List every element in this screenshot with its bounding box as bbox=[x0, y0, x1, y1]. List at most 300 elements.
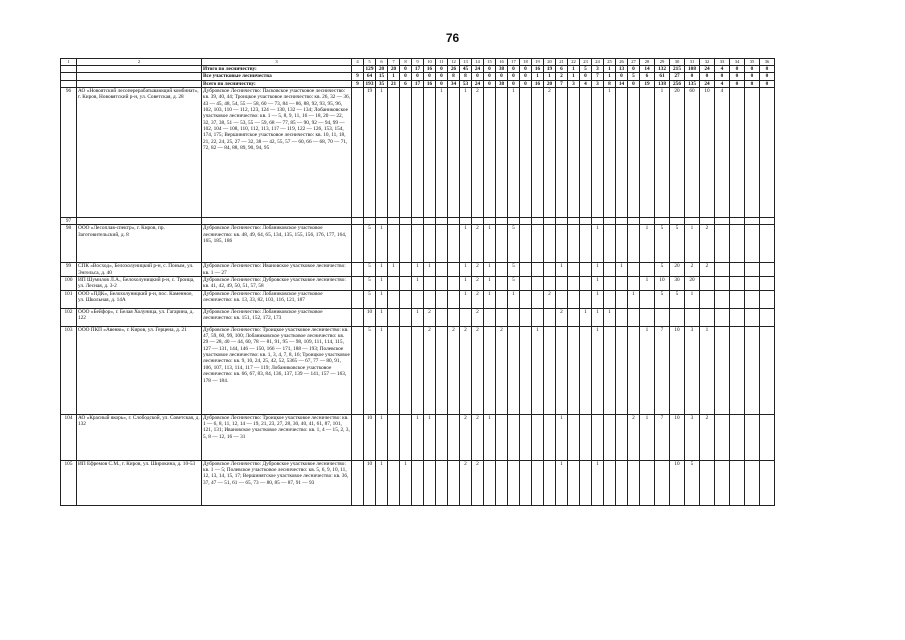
value-cell bbox=[745, 263, 760, 277]
value-cell: 1 bbox=[376, 263, 388, 277]
value-cell: 1 bbox=[400, 460, 412, 505]
value-cell bbox=[568, 414, 580, 460]
totals-value: 27 bbox=[670, 73, 685, 80]
value-cell bbox=[568, 290, 580, 308]
value-cell bbox=[544, 218, 556, 225]
header-cell: 27 bbox=[628, 59, 640, 66]
value-cell bbox=[700, 290, 715, 308]
value-cell bbox=[520, 308, 532, 326]
value-cell bbox=[715, 225, 730, 263]
totals-blank-cell bbox=[61, 73, 77, 80]
header-cell: 25 bbox=[604, 59, 616, 66]
value-cell: 1 bbox=[592, 308, 604, 326]
value-cell bbox=[760, 414, 775, 460]
value-cell: 1 bbox=[460, 263, 472, 277]
value-cell: 1 bbox=[592, 277, 604, 291]
value-cell: 2 bbox=[700, 263, 715, 277]
totals-value: 0 bbox=[745, 73, 760, 80]
totals-value: 9 bbox=[352, 80, 364, 87]
totals-value: 35 bbox=[376, 80, 388, 87]
value-cell bbox=[436, 308, 448, 326]
totals-value: 3 bbox=[592, 80, 604, 87]
value-cell bbox=[592, 88, 604, 218]
header-cell: 18 bbox=[520, 59, 532, 66]
organization-cell: АО «Новоятский лесоперерабатывающий комбинат», г. Киров, Нововятский р-н, ул. Советская, д. 28 bbox=[77, 88, 202, 218]
totals-value: 0 bbox=[496, 73, 508, 80]
totals-value: 14 bbox=[616, 80, 628, 87]
value-cell bbox=[715, 277, 730, 291]
value-cell: 1 bbox=[376, 460, 388, 505]
row-number: 101 bbox=[61, 290, 77, 308]
value-cell: 1 bbox=[685, 225, 700, 263]
totals-value: 6 bbox=[640, 73, 655, 80]
header-cell: 15 bbox=[484, 59, 496, 66]
value-cell bbox=[448, 277, 460, 291]
value-cell: 1 bbox=[556, 263, 568, 277]
value-cell: 2 bbox=[472, 414, 484, 460]
value-cell bbox=[745, 88, 760, 218]
value-cell bbox=[616, 460, 628, 505]
value-cell bbox=[580, 414, 592, 460]
header-cell: 2 bbox=[77, 59, 202, 66]
forest-description-cell bbox=[202, 218, 352, 225]
totals-value: 0 bbox=[715, 73, 730, 80]
value-cell bbox=[628, 263, 640, 277]
value-cell bbox=[760, 308, 775, 326]
value-cell bbox=[520, 218, 532, 225]
row-number: 104 bbox=[61, 414, 77, 460]
value-cell bbox=[532, 277, 544, 291]
header-cell: 3 bbox=[202, 59, 352, 66]
value-cell bbox=[508, 308, 520, 326]
row-number: 98 bbox=[61, 225, 77, 263]
value-cell bbox=[496, 308, 508, 326]
header-cell: 11 bbox=[436, 59, 448, 66]
value-cell bbox=[424, 460, 436, 505]
value-cell bbox=[580, 290, 592, 308]
value-cell: 1 bbox=[376, 414, 388, 460]
value-cell bbox=[496, 414, 508, 460]
value-cell: 4 bbox=[715, 88, 730, 218]
totals-value: 3 bbox=[568, 80, 580, 87]
value-cell bbox=[508, 460, 520, 505]
value-cell: 1 bbox=[424, 263, 436, 277]
value-cell bbox=[628, 308, 640, 326]
value-cell bbox=[448, 414, 460, 460]
value-cell bbox=[508, 414, 520, 460]
value-cell bbox=[400, 263, 412, 277]
header-cell: 7 bbox=[388, 59, 400, 66]
totals-value: 8 bbox=[448, 73, 460, 80]
header-cell: 9 bbox=[412, 59, 424, 66]
value-cell bbox=[484, 460, 496, 505]
value-cell: 7 bbox=[655, 326, 670, 414]
value-cell: 2 bbox=[460, 326, 472, 414]
forest-description-cell: Дубровское Лесничество: Троицкое участковое лесничество: кв. 1 — 6, 8, 11, 12, 14 — 19, 21, 23, 27, 28, 30, 40, 41, 61, 87, 101, 121, 131; Ивановское участковое лесничество: кв. 1, 4 — 15, 2, 3, 5, 8 — 12, 16 — 31 bbox=[202, 414, 352, 460]
totals-row bbox=[61, 80, 775, 87]
value-cell bbox=[436, 263, 448, 277]
value-cell bbox=[544, 308, 556, 326]
value-cell: 10 bbox=[364, 414, 376, 460]
value-cell bbox=[352, 308, 364, 326]
totals-value: 38 bbox=[496, 80, 508, 87]
value-cell bbox=[640, 263, 655, 277]
column-number-row bbox=[61, 59, 775, 66]
value-cell bbox=[352, 290, 364, 308]
value-cell: 10 bbox=[670, 414, 685, 460]
value-cell: 1 bbox=[412, 263, 424, 277]
value-cell bbox=[745, 218, 760, 225]
totals-value: 13 bbox=[616, 66, 628, 73]
value-cell: 1 bbox=[640, 326, 655, 414]
value-cell bbox=[730, 460, 745, 505]
totals-value: 1 bbox=[568, 73, 580, 80]
header-cell: 14 bbox=[472, 59, 484, 66]
totals-value: 0 bbox=[520, 73, 532, 80]
totals-value: 6 bbox=[556, 66, 568, 73]
header-cell: 20 bbox=[544, 59, 556, 66]
value-cell: 1 bbox=[460, 277, 472, 291]
value-cell: 2 bbox=[424, 326, 436, 414]
value-cell bbox=[460, 218, 472, 225]
totals-value: 24 bbox=[472, 66, 484, 73]
value-cell bbox=[628, 460, 640, 505]
totals-value: 7 bbox=[592, 73, 604, 80]
value-cell bbox=[604, 277, 616, 291]
value-cell bbox=[412, 218, 424, 225]
totals-value: 0 bbox=[760, 80, 775, 87]
totals-value: 19 bbox=[544, 66, 556, 73]
organization-cell: СПК «Восход», Белохолуницкий р-н, с. Поным, ул. Энгельса, д. 40 bbox=[77, 263, 202, 277]
value-cell: 1 bbox=[508, 88, 520, 218]
totals-value: 7 bbox=[556, 80, 568, 87]
value-cell bbox=[412, 290, 424, 308]
value-cell bbox=[424, 290, 436, 308]
value-cell bbox=[556, 290, 568, 308]
totals-value: 0 bbox=[730, 73, 745, 80]
value-cell: 3 bbox=[685, 414, 700, 460]
totals-value: 0 bbox=[580, 73, 592, 80]
value-cell: 1 bbox=[640, 414, 655, 460]
forest-description-cell: Дубровское Лесничество: Троицкое участковое лесничество: кв. 47, 59, 60, 99, 100; Лобаниковское участковое лесничество: кв. 29 — 28, 40 — 44, 60, 78 — 81, 91, 95 — 98, 109, 111, 114, 115, 127 — 131, 144, 146 — 150, 166 — 171, 188 — 193; Полевское участковое лесничество: кв. 1, 3, 4, 7, 8, 16; Троицкое участковое лесничество: кв. 9, 10, 24, 25, 42, 52, 5365 — 67, 77 — 80, 91, 106, 107, 113, 114, 117 — 119; Лобаниковское участковое лесничество: кв. 66, 67, 83, 84, 136, 137, 139 — 141, 157 — 163, 178 — 184. bbox=[202, 326, 352, 414]
value-cell: 1 bbox=[436, 88, 448, 218]
row-number: 100 bbox=[61, 277, 77, 291]
value-cell bbox=[400, 414, 412, 460]
value-cell: 20 bbox=[685, 277, 700, 291]
row-number: 103 bbox=[61, 326, 77, 414]
value-cell: 1 bbox=[460, 290, 472, 308]
value-cell: 1 bbox=[376, 277, 388, 291]
value-cell: 5 bbox=[670, 225, 685, 263]
header-cell: 34 bbox=[730, 59, 745, 66]
header-cell: 33 bbox=[715, 59, 730, 66]
table-row bbox=[61, 218, 775, 225]
header-cell: 10 bbox=[424, 59, 436, 66]
totals-value: 0 bbox=[400, 66, 412, 73]
totals-value: 1 bbox=[532, 73, 544, 80]
value-cell bbox=[604, 460, 616, 505]
value-cell bbox=[388, 326, 400, 414]
value-cell: 10 bbox=[364, 460, 376, 505]
value-cell: 1 bbox=[484, 263, 496, 277]
value-cell bbox=[604, 218, 616, 225]
totals-value: 0 bbox=[508, 80, 520, 87]
value-cell bbox=[640, 218, 655, 225]
table-row bbox=[61, 308, 775, 326]
value-cell: 20 bbox=[670, 263, 685, 277]
totals-value: 1 bbox=[604, 73, 616, 80]
value-cell: 2 bbox=[685, 263, 700, 277]
value-cell bbox=[508, 218, 520, 225]
value-cell bbox=[388, 414, 400, 460]
header-cell: 32 bbox=[700, 59, 715, 66]
value-cell: 1 bbox=[484, 290, 496, 308]
value-cell bbox=[532, 225, 544, 263]
totals-value: 0 bbox=[760, 66, 775, 73]
value-cell bbox=[496, 277, 508, 291]
forest-description-cell: Дубровское Лесничество: Дубровское участковое лесничество: кв. 1 — 5; Полевское участковое лесничество: кв. 5, 6, 9, 10, 11, 12, 13, 14, 15, 17; Вершинятское участковое лесничество: кв. 36, 37, 47 — 51, 61 — 65, 73 — 80, 85 — 87, 91 — 93 bbox=[202, 460, 352, 505]
totals-value: 0 bbox=[628, 80, 640, 87]
totals-value: 3 bbox=[592, 66, 604, 73]
value-cell bbox=[628, 88, 640, 218]
value-cell bbox=[640, 308, 655, 326]
totals-value: 4 bbox=[715, 80, 730, 87]
value-cell: 2 bbox=[556, 308, 568, 326]
totals-blank-cell bbox=[77, 80, 202, 87]
value-cell bbox=[730, 263, 745, 277]
table-row bbox=[61, 225, 775, 263]
value-cell: 1 bbox=[616, 263, 628, 277]
value-cell bbox=[400, 88, 412, 218]
organization-cell: ООО «ПДК», Белохолуницкий р-н, пос. Каменное, ул. Школьная, д. 14А bbox=[77, 290, 202, 308]
value-cell bbox=[580, 88, 592, 218]
totals-value: 4 bbox=[715, 66, 730, 73]
value-cell: 1 bbox=[508, 290, 520, 308]
value-cell: 1 bbox=[592, 263, 604, 277]
totals-value: 16 bbox=[424, 80, 436, 87]
value-cell bbox=[568, 460, 580, 505]
value-cell: 1 bbox=[412, 308, 424, 326]
value-cell bbox=[544, 225, 556, 263]
value-cell: 5 bbox=[508, 225, 520, 263]
forest-description-cell: Дубровское Лесничество: Дубровское участковое лесничество: кв. 41, 42, 49, 50, 51, 57, 58 bbox=[202, 277, 352, 291]
value-cell bbox=[520, 414, 532, 460]
totals-value: 61 bbox=[655, 73, 670, 80]
totals-value: 129 bbox=[364, 66, 376, 73]
value-cell bbox=[520, 225, 532, 263]
value-cell bbox=[520, 277, 532, 291]
value-cell bbox=[745, 326, 760, 414]
totals-value: 108 bbox=[685, 66, 700, 73]
value-cell bbox=[580, 263, 592, 277]
row-number: 99 bbox=[61, 263, 77, 277]
header-cell: 19 bbox=[532, 59, 544, 66]
totals-value: 0 bbox=[484, 66, 496, 73]
value-cell bbox=[484, 88, 496, 218]
value-cell bbox=[448, 308, 460, 326]
value-cell bbox=[760, 263, 775, 277]
value-cell bbox=[760, 218, 775, 225]
header-cell: 12 bbox=[448, 59, 460, 66]
value-cell: 10 bbox=[655, 277, 670, 291]
value-cell bbox=[484, 326, 496, 414]
value-cell: 2 bbox=[544, 88, 556, 218]
value-cell bbox=[520, 460, 532, 505]
value-cell bbox=[556, 225, 568, 263]
value-cell: 1 bbox=[592, 225, 604, 263]
value-cell: 7 bbox=[655, 414, 670, 460]
value-cell: 2 bbox=[700, 225, 715, 263]
totals-value: 17 bbox=[412, 66, 424, 73]
value-cell: 2 bbox=[472, 225, 484, 263]
value-cell bbox=[616, 290, 628, 308]
value-cell bbox=[520, 290, 532, 308]
totals-value: 193 bbox=[364, 80, 376, 87]
value-cell bbox=[352, 326, 364, 414]
value-cell bbox=[544, 277, 556, 291]
value-cell: 1 bbox=[592, 460, 604, 505]
value-cell bbox=[730, 326, 745, 414]
value-cell bbox=[436, 225, 448, 263]
value-cell bbox=[730, 290, 745, 308]
header-cell: 36 bbox=[760, 59, 775, 66]
totals-value: 256 bbox=[670, 80, 685, 87]
value-cell bbox=[745, 308, 760, 326]
value-cell: 2 bbox=[472, 290, 484, 308]
value-cell bbox=[580, 460, 592, 505]
totals-value: 38 bbox=[496, 66, 508, 73]
value-cell bbox=[616, 225, 628, 263]
value-cell bbox=[628, 218, 640, 225]
header-cell: 8 bbox=[400, 59, 412, 66]
totals-value: 0 bbox=[424, 73, 436, 80]
totals-value: 0 bbox=[520, 80, 532, 87]
value-cell bbox=[496, 225, 508, 263]
value-cell bbox=[532, 88, 544, 218]
organization-cell: ООО «Лесоплав-спектр», г. Киров, пр. Заготовительский, д. 8 bbox=[77, 225, 202, 263]
totals-value: 0 bbox=[730, 80, 745, 87]
value-cell: 1 bbox=[604, 88, 616, 218]
value-cell bbox=[745, 460, 760, 505]
value-cell: 2 bbox=[700, 414, 715, 460]
totals-value: 0 bbox=[730, 66, 745, 73]
value-cell bbox=[436, 414, 448, 460]
header-cell: 30 bbox=[670, 59, 685, 66]
value-cell: 1 bbox=[655, 88, 670, 218]
value-cell bbox=[448, 225, 460, 263]
organization-cell bbox=[77, 218, 202, 225]
value-cell bbox=[715, 326, 730, 414]
value-cell bbox=[496, 88, 508, 218]
totals-value: 0 bbox=[484, 80, 496, 87]
value-cell: 1 bbox=[412, 277, 424, 291]
value-cell bbox=[655, 460, 670, 505]
totals-value: 24 bbox=[700, 80, 715, 87]
value-cell bbox=[700, 277, 715, 291]
totals-value: 16 bbox=[532, 80, 544, 87]
value-cell: 2 bbox=[472, 277, 484, 291]
value-cell bbox=[436, 277, 448, 291]
value-cell: 30 bbox=[670, 277, 685, 291]
value-cell bbox=[400, 218, 412, 225]
value-cell bbox=[532, 263, 544, 277]
table-row bbox=[61, 414, 775, 460]
value-cell bbox=[388, 308, 400, 326]
header-cell: 1 bbox=[61, 59, 77, 66]
totals-value: 4 bbox=[580, 80, 592, 87]
value-cell bbox=[376, 218, 388, 225]
value-cell: 19 bbox=[364, 88, 376, 218]
value-cell: 2 bbox=[472, 460, 484, 505]
totals-value: 17 bbox=[412, 80, 424, 87]
value-cell bbox=[436, 218, 448, 225]
value-cell bbox=[616, 326, 628, 414]
value-cell bbox=[352, 263, 364, 277]
value-cell bbox=[388, 88, 400, 218]
totals-value: 215 bbox=[670, 66, 685, 73]
totals-value: 0 bbox=[616, 73, 628, 80]
value-cell bbox=[484, 308, 496, 326]
value-cell bbox=[424, 88, 436, 218]
value-cell bbox=[436, 460, 448, 505]
value-cell: 1 bbox=[388, 263, 400, 277]
value-cell bbox=[448, 218, 460, 225]
value-cell bbox=[580, 326, 592, 414]
totals-value: 138 bbox=[655, 80, 670, 87]
totals-value: 132 bbox=[655, 66, 670, 73]
value-cell bbox=[568, 277, 580, 291]
value-cell bbox=[715, 460, 730, 505]
header-cell: 22 bbox=[568, 59, 580, 66]
totals-value: 1 bbox=[544, 73, 556, 80]
value-cell bbox=[730, 218, 745, 225]
value-cell bbox=[496, 263, 508, 277]
value-cell: 1 bbox=[376, 326, 388, 414]
value-cell bbox=[760, 277, 775, 291]
ledger-table bbox=[60, 58, 775, 506]
header-cell: 35 bbox=[745, 59, 760, 66]
totals-value: 8 bbox=[604, 80, 616, 87]
value-cell: 1 bbox=[376, 88, 388, 218]
value-cell bbox=[616, 308, 628, 326]
value-cell bbox=[700, 460, 715, 505]
totals-value: 16 bbox=[424, 66, 436, 73]
value-cell bbox=[670, 308, 685, 326]
value-cell bbox=[388, 460, 400, 505]
value-cell bbox=[640, 88, 655, 218]
totals-value: 0 bbox=[760, 73, 775, 80]
value-cell: 1 bbox=[556, 414, 568, 460]
totals-value: 0 bbox=[436, 80, 448, 87]
totals-value: 1 bbox=[604, 66, 616, 73]
value-cell bbox=[616, 414, 628, 460]
value-cell: 5 bbox=[655, 225, 670, 263]
value-cell bbox=[628, 326, 640, 414]
totals-value: 64 bbox=[364, 73, 376, 80]
value-cell bbox=[715, 290, 730, 308]
value-cell bbox=[400, 277, 412, 291]
totals-value: 9 bbox=[352, 73, 364, 80]
value-cell bbox=[448, 263, 460, 277]
value-cell bbox=[352, 277, 364, 291]
value-cell bbox=[760, 290, 775, 308]
totals-value: 34 bbox=[448, 80, 460, 87]
value-cell bbox=[616, 88, 628, 218]
value-cell bbox=[412, 88, 424, 218]
totals-value: 24 bbox=[472, 80, 484, 87]
value-cell bbox=[472, 218, 484, 225]
value-cell: 60 bbox=[685, 88, 700, 218]
